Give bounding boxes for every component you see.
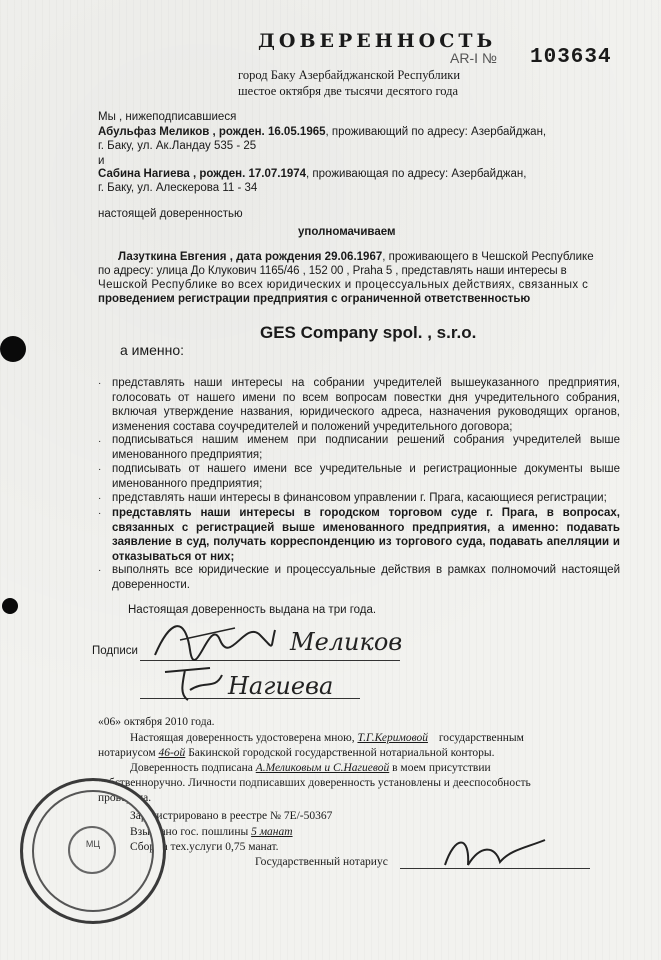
notary-para2-line2: собственноручно. Личности подписавших доверенность установлены и дееспособность [98, 777, 531, 789]
person1-address2: г. Баку, ул. Ак.Ландау 535 - 25 [98, 140, 257, 152]
signature-scribble-1 [150, 610, 280, 665]
signature-2: Нагиева [228, 672, 334, 700]
person1-name: Абульфаз Меликов , рожден. 16.05.1965 [98, 126, 326, 138]
list-item: подписывать от нашего имени все учредительные и регистрационные документы выше именованного предприятия; [112, 463, 620, 490]
notary-p1d: нотариусом [98, 747, 156, 759]
signers-names: А.Меликовым и С.Нагиевой [255, 762, 390, 774]
agent-line3: Чешской Республике во всех юридических и процессуальных действиях, связанных с [98, 279, 589, 291]
notary-p2a: Доверенность подписана [130, 762, 253, 774]
state-fee-amount: 5 манат [251, 826, 293, 838]
bullet-marker: · [98, 508, 102, 519]
list-item: представлять наши интересы в финансовом управлении г. Прага, касающиеся регистрации; [112, 492, 607, 504]
agent-line2: по адресу: улица До Клукович 1165/46 , 152 00 , Praha 5 , представлять наши интересы в [98, 265, 567, 277]
state-fee-label: Взыскано гос. пошлины [130, 826, 249, 838]
notary-para2-line3: проверена. [98, 792, 152, 804]
signature-1: Меликов [290, 628, 403, 656]
bullet-marker: · [98, 378, 102, 389]
registration-prefix: AR-I № [450, 50, 497, 66]
stamp-emblem [68, 826, 116, 874]
notary-p1a: Настоящая доверенность удостоверена мною, [130, 732, 355, 744]
agent-line4: проведением регистрации предприятия с ограниченной ответственностью [98, 293, 531, 305]
stamp-center-text: МЦ [85, 839, 101, 849]
person2-line [98, 168, 526, 180]
notary-p1f: Бакинской городской государственной нотариальной конторы. [188, 747, 495, 759]
notary-para1-line2 [98, 747, 495, 759]
list-item: подписываться нашим именем при подписании решений собрания учредителей выше именованного предприятия; [112, 434, 620, 461]
notary-stamp [20, 778, 166, 924]
service-fee: Сбор за тех.услуги 0,75 манат. [130, 841, 279, 853]
punch-hole-middle [2, 598, 18, 614]
bullet-marker: · [98, 436, 102, 447]
list-item: представлять наши интересы на собрании учредителей вышеуказанного предприятия, голосовать от нашего имени по всем вопросам повестки дня учредительного собрания, включая утверждение названия, юридического адреса, назначения руководящих органов, изменения состава соучредителей и положений учредительного договора; [112, 377, 620, 433]
agent-line1 [118, 251, 594, 263]
list-item: выполнять все юридические и процессуальные действия в рамках полномочий настоящей доверенности. [112, 564, 620, 591]
signatures-label: Подписи [92, 645, 138, 657]
person1-address1: , проживающий по адресу: Азербайджан, [325, 126, 547, 138]
person1-line [98, 126, 546, 138]
notary-name: Т.Г.Керимовой [357, 732, 428, 744]
notary-date: «06» октября 2010 года. [98, 716, 215, 728]
person2-address1: , проживающая по адресу: Азербайджан, [306, 168, 527, 180]
notary-p1c: государственным [438, 732, 524, 744]
notary-label: Государственный нотариус [255, 856, 388, 868]
namely-text: а именно: [120, 342, 185, 358]
registration-number: 103634 [530, 46, 612, 69]
agent-name: Лазуткина Евгения , дата рождения 29.06.1967 [118, 251, 383, 263]
by-this-text: настоящей доверенностью [98, 208, 243, 220]
notary-para2-line1 [130, 762, 491, 774]
notary-para1-line1 [130, 732, 524, 744]
document-city: город Баку Азербайджанской Республики [238, 68, 461, 82]
person2-name: Сабина Нагиева , рожден. 17.07.1974 [98, 168, 307, 180]
bullet-marker: · [98, 464, 102, 475]
list-item: представлять наши интересы в городском торговом суде г. Прага, в вопросах, связанных с регистрацией выше именованного предприятия, а именно: подавать заявление в суд, получать корреспонденцию из торгового суда, подавать апелляции и отказываться от них; [112, 507, 620, 563]
notary-office-number: 46-ой [158, 747, 186, 759]
authorize-text: уполномачиваем [298, 226, 396, 238]
person2-address2: г. Баку, ул. Алескерова 11 - 34 [98, 182, 258, 194]
bullet-marker: · [98, 565, 102, 576]
notary-p2c: в моем присутствии [392, 762, 491, 774]
document-date: шестое октября две тысячи десятого года [238, 84, 459, 98]
bullet-marker: · [98, 493, 102, 504]
signature-scribble-2 [160, 660, 230, 705]
company-name: GES Company spol. , s.r.o. [260, 323, 477, 342]
validity-text: Настоящая доверенность выдана на три года. [128, 604, 377, 616]
punch-hole-top [0, 336, 26, 362]
notary-signature [440, 830, 550, 875]
and-text: и [98, 155, 105, 167]
document-title: ДОВЕРЕННОСТЬ [258, 30, 497, 52]
registry-entry: Зарегистрировано в реестре № 7Е/-50367 [130, 810, 333, 822]
agent-residence: , проживающего в Чешской Республике [382, 251, 594, 263]
intro-text: Мы , нижеподписавшиеся [98, 111, 237, 123]
